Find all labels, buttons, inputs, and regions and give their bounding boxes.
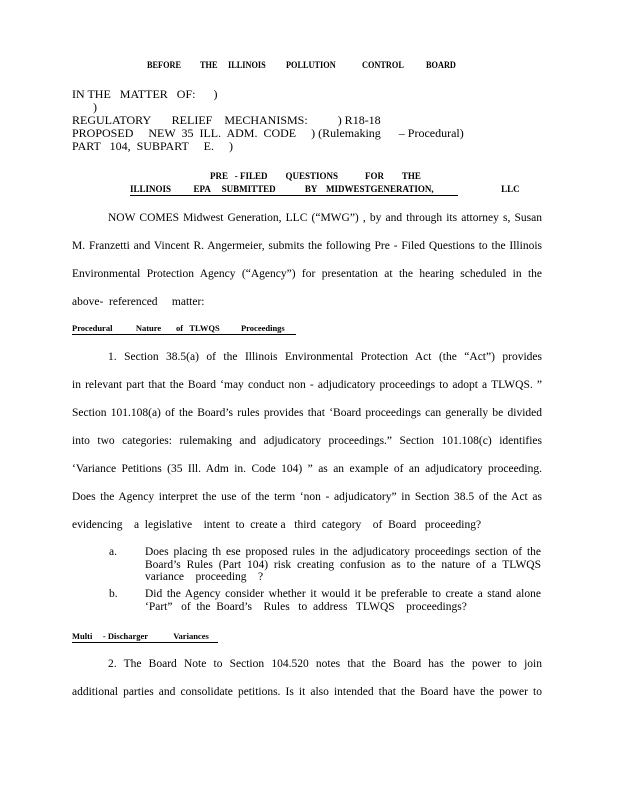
sub-question-line: variance proceeding ? xyxy=(145,571,264,583)
question-2-line: 2. The Board Note to Section 104.520 notes that the Board has the power to join xyxy=(108,658,542,670)
question-1-line: into two categories: rulemaking and adjudicatory proceedings.” Section 101.108(c) identifies xyxy=(72,435,542,447)
caption-part-line: PART 104, SUBPART E. ) xyxy=(72,139,233,153)
document-title-line1: PRE - FILED QUESTIONS FOR THE xyxy=(210,171,421,181)
header-word-before: BEFORE xyxy=(147,60,182,70)
sub-question-text xyxy=(145,588,541,613)
question-1-line: ‘Variance Petitions (35 Ill. Adm in. Code 104) ” as an example of an adjudicatory proceeding. xyxy=(72,463,542,475)
header-word-control: CONTROL xyxy=(362,60,404,70)
sub-question-line: Does placing th ese proposed rules in the adjudicatory proceedings section of the xyxy=(145,546,541,558)
sub-question-label: a. xyxy=(109,546,117,558)
caption-bracket-line: ) xyxy=(93,100,97,114)
intro-line: above- referenced matter: xyxy=(72,296,205,308)
intro-line: M. Franzetti and Vincent R. Angermeier, submits the following Pre - Filed Questions to the Illinois xyxy=(72,240,542,252)
caption-proposed-line: PROPOSED NEW 35 ILL. ADM. CODE ) (Rulemaking – Procedural) xyxy=(72,126,464,140)
header-word-pollution: POLLUTION xyxy=(286,60,336,70)
caption-regulatory-line: REGULATORY RELIEF MECHANISMS: ) R18-18 xyxy=(72,113,381,127)
header-word-board: BOARD xyxy=(426,60,456,70)
question-2-line: additional parties and consolidate petitions. Is it also intended that the Board have the power to xyxy=(72,686,542,698)
header-word-the: THE xyxy=(200,60,218,70)
sub-question-line: Did the Agency consider whether it would it be preferable to create a stand alone xyxy=(145,588,541,600)
question-1-line: Does the Agency interpret the use of the term ‘non - adjudicatory” in Section 38.5 of the Act as xyxy=(72,491,542,503)
header-word-illinois: ILLINOIS xyxy=(228,60,266,70)
question-1-line: Section 101.108(a) of the Board’s rules provides that ‘Board proceedings can generally be divided xyxy=(72,407,542,419)
question-1-line: evidencing a legislative intent to create a third category of Board proceeding? xyxy=(72,519,482,531)
sub-question-line: ‘Part” of the Board’s Rules to address TLWQS proceedings? xyxy=(145,600,467,613)
intro-line: Environmental Protection Agency (“Agency”) for presentation at the hearing scheduled in the xyxy=(72,268,542,280)
question-1-line: in relevant part that the Board ‘may conduct non - adjudicatory proceedings to adopt a TLWQS. ” xyxy=(72,379,542,391)
section-heading-procedural: Procedural Nature of TLWQS Proceedings xyxy=(72,323,296,335)
caption-matter-line: IN THE MATTER OF: ) xyxy=(72,87,218,101)
section-heading-multi-discharger: Multi - Discharger Variances xyxy=(72,631,218,643)
question-1-line: 1. Section 38.5(a) of the Illinois Environmental Protection Act (the “Act”) provides xyxy=(108,351,542,363)
sub-question-text xyxy=(145,546,541,584)
intro-line: NOW COMES Midwest Generation, LLC (“MWG”) , by and through its attorney s, Susan xyxy=(108,212,542,224)
sub-question-label: b. xyxy=(109,588,118,600)
sub-question-line: Board’s Rules (Part 104) risk creating confusion as to the nature of a TLWQS xyxy=(145,558,541,571)
document-title-line2: ILLINOIS EPA SUBMITTED BY MIDWESTGENERATION, LLC xyxy=(130,184,520,194)
